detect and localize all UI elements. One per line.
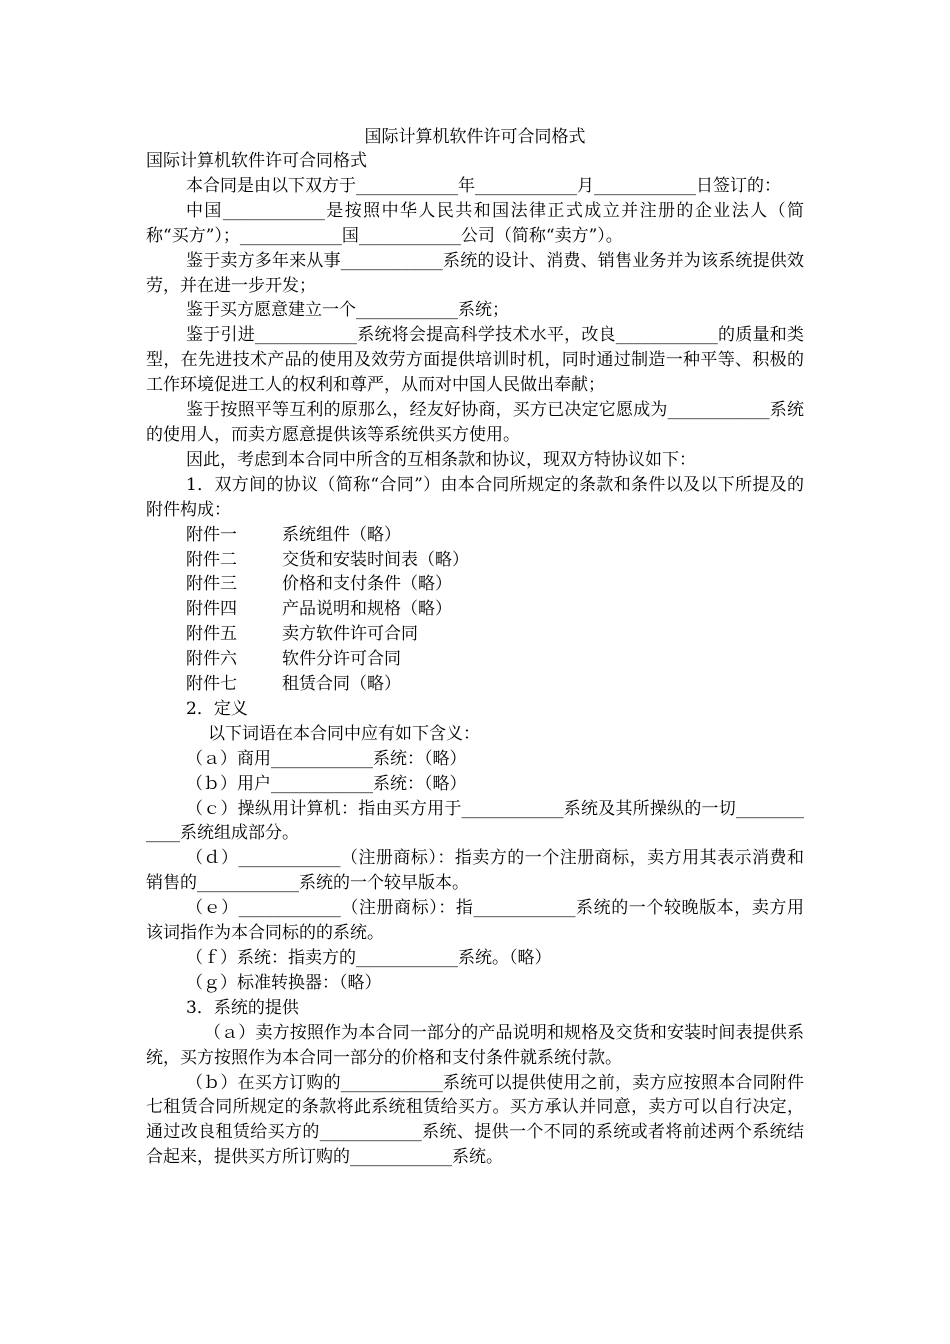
intro-paragraph-buyer-wish: 鉴于买方愿意建立一个____________系统； [186,300,509,321]
attachment-name: 产品说明和规格（略） [282,599,452,620]
attachment-name: 租赁合同（略） [282,674,401,695]
attachment-name: 软件分许可合同 [282,649,401,670]
attachment-number: 附件七 [186,674,237,695]
clause-1-contract-composition: 1．双方间的协议（简称“合同”）由本合同所规定的条款和条件以及以下所提及的附件构成： [146,474,804,520]
section-3-heading: 3．系统的提供 [186,997,299,1018]
section-2-heading: 2．定义 [186,698,248,719]
attachment-number: 附件六 [186,649,237,670]
attachment-item [146,622,804,647]
definition-item: （ｄ）____________（注册商标）：指卖方的一个注册商标，卖方用其表示消费和销售的____________系统的一个较早版本。 [146,848,804,894]
attachment-item [146,647,804,672]
attachment-item [146,672,804,697]
attachment-name: 价格和支付条件（略） [282,574,452,595]
definition-item: （ｆ）系统：指卖方的____________系统。（略） [186,948,552,968]
attachment-number: 附件一 [186,524,237,545]
attachment-item [146,572,804,597]
intro-paragraph-benefits: 鉴于引进____________系统将会提高科学技术水平，改良____________的质量和类型，在先进技术产品的使用及效劳方面提供培训时机，同时通过制造一种平等、积极的工作环境促进工人的权利和尊严，从而对中国人民做出奉献； [146,325,804,396]
attachment-name: 卖方软件许可合同 [282,624,418,645]
attachment-item [146,597,804,622]
attachment-number: 附件二 [186,549,237,570]
section-2-intro: 以下词语在本合同中应有如下含义： [208,723,480,744]
intro-paragraph-agreement: 因此，考虑到本合同中所含的互相条款和协议，现双方特协议如下： [186,449,696,470]
clause-3a: （ａ）卖方按照作为本合同一部分的产品说明和规格及交货和安装时间表提供系统，买方按照作为本合同一部分的价格和支付条件就系统付款。 [146,1022,804,1068]
attachment-list [146,523,804,697]
definition-item: （ａ）商用____________系统：（略） [186,748,467,769]
attachment-number: 附件三 [186,574,237,595]
attachment-item [146,548,804,573]
attachment-name: 交货和安装时间表（略） [282,549,469,570]
document-body [146,149,804,1170]
intro-paragraph-parties: 中国____________是按照中华人民共和国法律正式成立并注册的企业法人（简称“买方”）；____________国____________公司（简称“卖方”）。 [146,200,804,246]
intro-paragraph-decision: 鉴于按照平等互利的原那么，经友好协商，买方已决定它愿成为____________系统的使用人，而卖方愿意提供该等系统供买方使用。 [146,400,804,445]
intro-paragraph-seller-business: 鉴于卖方多年来从事____________系统的设计、消费、销售业务并为该系统提供效劳，并在进一步开发； [146,250,804,296]
attachment-name: 系统组件（略） [282,524,401,545]
intro-paragraph-date: 本合同是由以下双方于____________年____________月____________日签订的： [186,175,781,196]
clause-3b: （ｂ）在买方订购的____________系统可以提供使用之前，卖方应按照本合同附件七租赁合同所规定的条款将此系统租赁给买方。买方承认并同意，卖方可以自行决定，通过改良租赁给买方的____________系统、提供一个不同的系统或者将前述两个系统结合起来，提供买方所订购的____________系统。 [146,1072,804,1168]
definition-item: （ｃ）操纵用计算机：指由买方用于____________系统及其所操纵的一切____________系统组成部分。 [146,798,804,844]
attachment-number: 附件四 [186,599,237,620]
attachment-item [146,523,804,548]
definition-item: （ｂ）用户____________系统：（略） [186,773,467,794]
attachment-number: 附件五 [186,624,237,645]
definition-item: （ｇ）标准转换器：（略） [186,972,382,993]
definition-item: （ｅ）____________（注册商标）：指____________系统的一个较晚版本，卖方用该词指作为本合同标的的系统。 [146,898,804,944]
document-title: 国际计算机软件许可合同格式 [364,127,586,147]
document-subtitle: 国际计算机软件许可合同格式 [146,151,367,171]
